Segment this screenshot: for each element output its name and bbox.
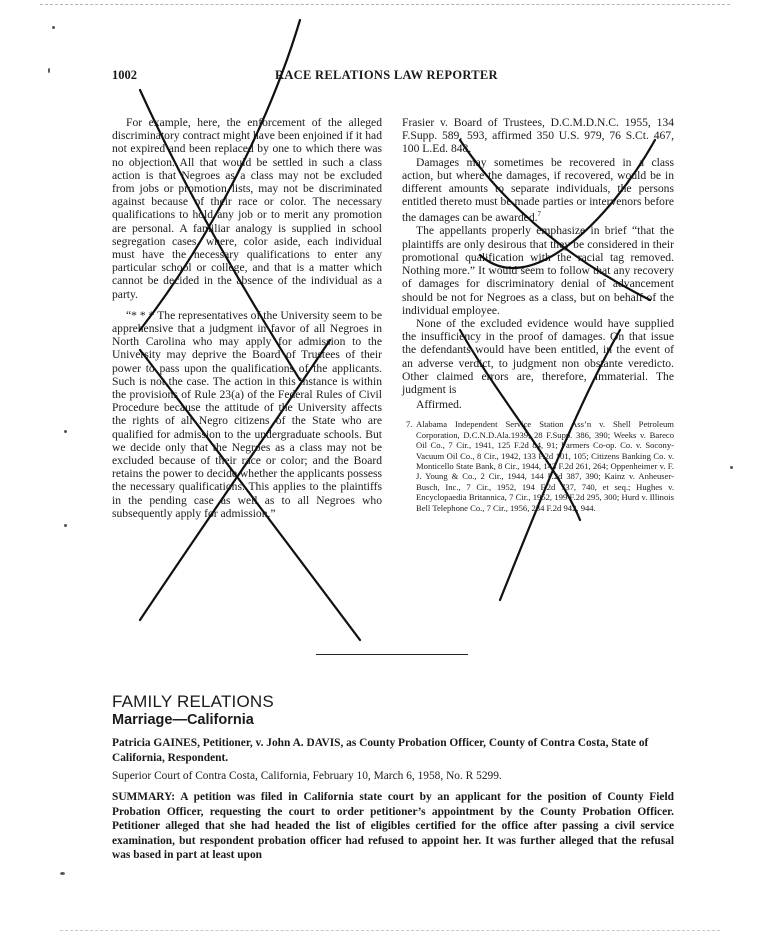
left-paragraph: For example, here, the enforcement of the alleged discriminatory contract might have been enjoined if it had not expired and been replaced by one to which there was no objection. All that would be settled in such a class action is that Negroes as a class may not be excluded from jobs or promotion lists, may not be discriminated against because of their race or color. The necessary qualifications to hold any job or to merit any promotion are personal. A familiar analogy is supplied in school segregation cases, where, color aside, each individual must have the necessary qualifications to enter any particular school or college, and that is a matter which cannot be decided in the absence of the individual as a party. xyxy=(112,116,382,301)
case-caption: Patricia GAINES, Petitioner, v. John A. DAVIS, as County Probation Officer, County of Contra Costa, State of California, Respondent. xyxy=(112,737,649,764)
section-divider xyxy=(316,654,468,655)
paragraph-text: Damages may sometimes be recovered in a class action, but where the damages, if recovered, would be in different amounts to separate individuals, the persons entitled thereto must be made parties or intervenors before the damages can be awarded. xyxy=(402,155,674,225)
case-summary: SUMMARY: A petition was filed in California state court by an applicant for the position of County Field Probation Officer, requesting the court to order petitioner’s appointment by the County Probation Officer. Petitioner alleged that she had headed the list of eligibles certified for the office after passing a civil service examination, but respondent probation officer had refused to appoint her. It was further alleged that the refusal was based in part at least upon xyxy=(112,791,674,862)
scan-speck xyxy=(730,466,733,469)
footnote-number: 7. xyxy=(406,419,413,430)
right-paragraph: The appellants properly emphasize in brief “that the plaintiffs are only desirous that they be considered in their promotional qualification with the racial tag removed. Nothing more.” It would seem to follow that any recovery of damages for discriminatory denial of advancement should be not for Negroes as a class, but on behalf of the individual employee. xyxy=(402,224,674,317)
footnote xyxy=(402,419,674,513)
footnote-text: Alabama Independent Service Station Ass’n v. Shell Petroleum Corporation, D.C.N.D.Ala.1939, 28 F.Supp. 386, 390; Weeks v. Bareco Oil Co., 7 Cir., 1941, 125 F.2d 84, 91; Farmers Co-op. Co. v. Socony-Vacuum Oil Co., 8 Cir., 1942, 133 F.2d 101, 105; Citizens Banking Co. v. Monticello State Bank, 8 Cir., 1944, 143 F.2d 261, 264; Oppenheimer v. F. J. Young & Co., 2 Cir., 1944, 144 F.2d 387, 390; Kainz v. Anheuser-Busch, Inc., 7 Cir., 1952, 194 F.2d 737, 740, et seq.; Hughes v. Encyclopaedia Britannica, 7 Cir., 1952, 199 F.2d 295, 300; Hurd v. Illinois Bell Telephone Co., 7 Cir., 1956, 234 F.2d 942, 944. xyxy=(416,419,674,513)
right-paragraph xyxy=(402,156,674,225)
left-column xyxy=(112,116,382,520)
scan-speck xyxy=(48,68,50,73)
page-number: 1002 xyxy=(112,68,137,82)
right-column xyxy=(402,116,674,513)
citation: Frasier v. Board of Trustees, D.C.M.D.N.C. 1955, 134 F.Supp. 589, 593, affirmed 350 U.S. 979, 76 S.Ct. 467, 100 L.Ed. 848. xyxy=(402,116,674,156)
scan-bottom-edge xyxy=(60,930,720,931)
footnote-reference: 7 xyxy=(537,210,542,219)
scan-top-edge xyxy=(40,4,730,5)
quoted-passage: “* * * The representatives of the University seem to be apprehensive that a judgment in favor of all Negroes in North Carolina who may apply for admission to the University may deprive the Board of Trustees of their power to pass upon the qualifications of the applicants. Such is not the case. The action in this instance is within the provisions of Rule 23(a) of the Federal Rules of Civil Procedure because the attitude of the University affects the rights of all Negro citizens of the State who are qualified for admission to the undergraduate schools. But we decide only that the Negroes as a class may not be excluded because of their race or color; and the Board retains the power to decide whether the applicants possess the necessary qualifications. This applies to the plaintiffs in the pending case as well as to all Negroes who subsequently apply for admission.” xyxy=(112,308,382,520)
scan-speck xyxy=(60,872,65,875)
disposition-line xyxy=(402,398,674,411)
scan-speck xyxy=(64,524,67,527)
right-paragraph: None of the excluded evidence would have supplied the insufficiency in the proof of damages. On that issue the defendants would have been entitled, in the event of an adverse verdict, to judgment non obstante veredicto. Other claimed errors are, therefore, immaterial. The judgment is xyxy=(402,316,674,396)
scan-speck xyxy=(64,430,67,433)
court-line: Superior Court of Contra Costa, California, February 10, March 6, 1958, No. R 5299. xyxy=(112,770,502,782)
section-title: FAMILY RELATIONS xyxy=(112,692,274,711)
section-subtitle: Marriage—California xyxy=(112,712,254,728)
scan-speck xyxy=(52,26,55,29)
running-head: RACE RELATIONS LAW REPORTER xyxy=(275,68,498,82)
disposition: Affirmed. xyxy=(416,398,462,412)
